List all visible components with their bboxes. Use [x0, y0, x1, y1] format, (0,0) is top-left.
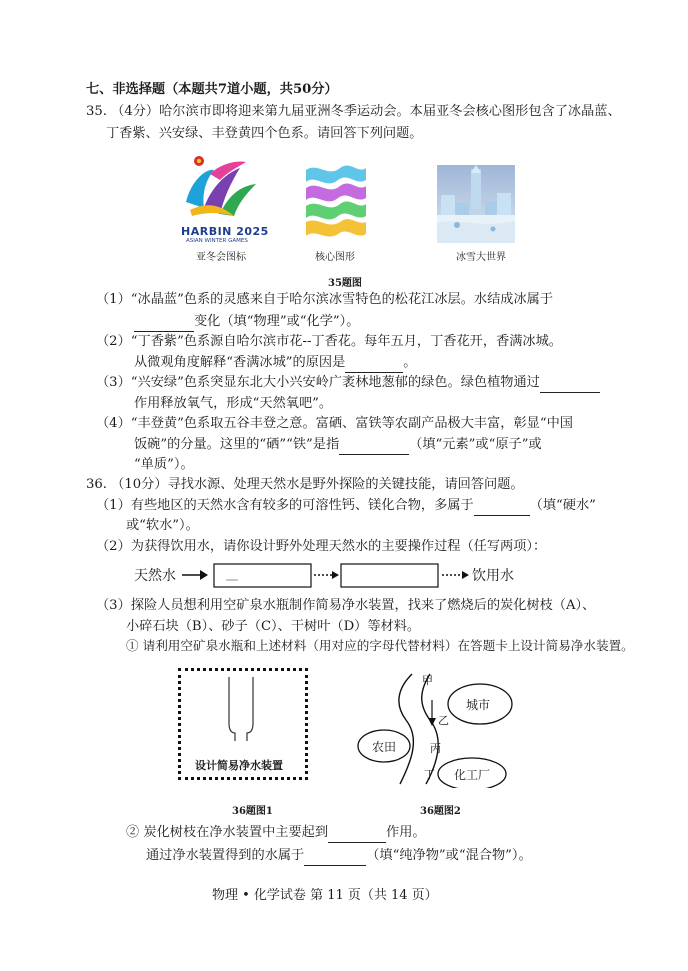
q36-sub1-line1: （1）有些地区的天然水含有较多的可溶性钙、镁化合物，多属于 （填“硬水”: [96, 496, 596, 516]
q35-sub2-line2: 从微观角度解释“香满冰城”的原因是 。: [134, 353, 416, 373]
q35-sub3-line1: （3）“兴安绿”色系突显东北大小兴安岭广袤林地葱郁的绿色。绿色植物通过: [96, 373, 600, 393]
answer-blank[interactable]: [345, 358, 403, 373]
q35-intro-line1: 35. （4分）哈尔滨市即将迎来第九届亚洲冬季运动会。本届亚冬会核心图形包含了冰晶蓝、: [86, 104, 621, 119]
q35-intro-line2: 丁香紫、兴安绿、丰登黄四个色系。请回答下列问题。: [106, 126, 423, 141]
fig1-title: 36题图1: [232, 806, 273, 817]
caption-core-graphic: 核心图形: [315, 252, 355, 263]
flow-end-label: 饮用水: [472, 568, 514, 584]
q36-intro: 36. （10分）寻找水源、处理天然水是野外探险的关键技能，请回答问题。: [86, 477, 524, 492]
q36-sub3-item3: 通过净水装置得到的水属于 （填“纯净物”或“混合物”）。: [146, 846, 532, 866]
map-label-bing: 丙: [430, 742, 441, 755]
map-label-yi: 乙: [438, 714, 449, 727]
q36-sub3-line2: 小碎石块（B）、砂子（C）、干树叶（D）等材料。: [126, 619, 421, 634]
q36-sub1-line2: 或“软水”）。: [126, 518, 199, 533]
q35-sub4-line2: 饭碗”的分量。这里的“硒”“铁”是指 （填“元素”或“原子”或: [134, 435, 542, 455]
q35-sub1-line2: 变化（填“物理”或“化学”）。: [134, 312, 359, 332]
logo-text-sub: ASIAN WINTER GAMES: [186, 238, 248, 244]
map-label-ding: 丁: [424, 768, 435, 781]
answer-blank[interactable]: [474, 501, 530, 516]
answer-blank[interactable]: [339, 440, 409, 455]
answer-blank[interactable]: [328, 828, 386, 843]
q35-figure-title: 35题图: [328, 278, 362, 289]
map-label-jia: 甲: [422, 674, 433, 687]
map-label-city: 城市: [466, 698, 491, 712]
map-label-chemical-plant: 化工厂: [454, 768, 491, 782]
bottle-outline-icon: [181, 675, 305, 745]
q35-sub4-line3: “单质”）。: [134, 457, 194, 472]
core-graphic-image: [304, 160, 368, 242]
caption-ice-world: 冰雪大世界: [456, 252, 506, 263]
logo-text-main: HARBIN 2025: [181, 225, 269, 238]
q36-sub3-item1: ① 请利用空矿泉水瓶和上述材料（用对应的字母代替材料）在答题卡上设计简易净水装置。: [126, 638, 634, 653]
answer-blank[interactable]: [134, 317, 194, 332]
q35-sub4-line1: （4）“丰登黄”色系取五谷丰登之意。富硒、富铁等农副产品极大丰富，彰显“中国: [96, 416, 573, 431]
page-footer: 物理 • 化学试卷 第 11 页（共 14 页）: [212, 888, 438, 903]
caption-logo: 亚冬会图标: [196, 252, 246, 263]
fig2-title: 36题图2: [420, 806, 461, 817]
q36-sub3-line1: （3）探险人员想利用空矿泉水瓶制作简易净水装置，找来了燃烧后的炭化树枝（A）、: [96, 598, 596, 613]
map-label-farmland: 农田: [372, 740, 397, 754]
q35-sub2-line1: （2）“丁香紫”色系源自哈尔滨市花--丁香花。每年五月，丁香花开，香满冰城。: [96, 334, 562, 349]
answer-blank[interactable]: [540, 378, 600, 393]
device-label: 设计简易净水装置: [195, 759, 283, 772]
section-heading: 七、非选择题（本题共7道小题，共50分）: [86, 82, 338, 97]
q35-sub1-line1: （1）“冰晶蓝”色系的灵感来自于哈尔滨冰雪特色的松花江冰层。水结成冰属于: [96, 292, 554, 307]
flow-start-label: 天然水: [134, 568, 176, 584]
q35-sub3-line2: 作用释放氧气，形成“天然氧吧”。: [134, 396, 333, 411]
flow-diagram: [180, 563, 510, 589]
answer-blank[interactable]: [304, 851, 366, 866]
q36-sub3-item2: ② 炭化树枝在净水装置中主要起到 作用。: [126, 823, 426, 843]
river-map: [350, 668, 530, 788]
water-purifier-design-box[interactable]: [178, 668, 308, 780]
ice-snow-world-photo: [437, 165, 515, 243]
q36-sub2: （2）为获得饮用水，请你设计野外处理天然水的主要操作过程（任写两项）：: [96, 539, 547, 554]
